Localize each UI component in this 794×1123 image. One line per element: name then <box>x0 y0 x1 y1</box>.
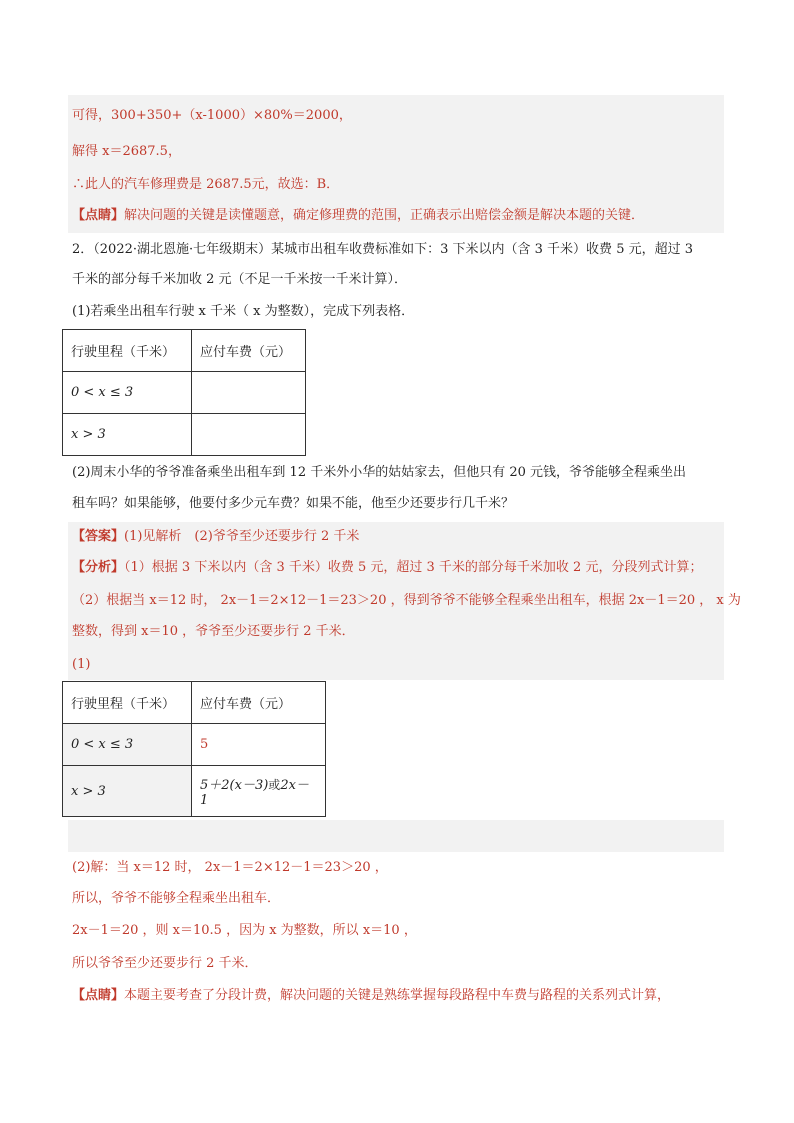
note-2 <box>72 986 670 1006</box>
prev-solution-line-3: ∴此人的汽车修理费是 2687.5元，故选：B． <box>72 177 340 192</box>
table-header-distance: 行驶里程（千米） <box>63 682 192 724</box>
note-2-tag: 【点睛】 <box>72 988 125 1003</box>
answer-tag: 【答案】 <box>72 529 125 544</box>
analysis-text-1: （1）根据 3 下米以内（含 3 千米）收费 5 元，超过 3 千米的部分每千米加收 2 元，分段列式计算； <box>124 560 703 575</box>
answer-line <box>72 527 359 547</box>
solution-2-line-3: 2x－1＝20 ，则 x＝10.5 ，因为 x 为整数，所以 x＝10 ， <box>72 923 417 938</box>
analysis-tag: 【分析】 <box>72 560 125 575</box>
analysis-line-1 <box>72 558 702 578</box>
note-1 <box>72 206 644 226</box>
table-row <box>63 372 306 414</box>
prev-solution-line-1: 可得，300+350+（x-1000）×80%＝2000， <box>72 108 352 123</box>
solution-table <box>62 681 326 817</box>
table-cell-range-2: x > 3 <box>63 766 192 817</box>
table-cell-fare-2 <box>192 766 326 817</box>
table-cell-blank-2 <box>192 414 306 456</box>
solution-2-line-2: 所以，爷爷不能够全程乘坐出租车． <box>72 891 281 906</box>
table-header-fare: 应付车费（元） <box>192 682 326 724</box>
table-row <box>63 414 306 456</box>
problem-2-part-2-line-2: 租车吗？如果能够，他要付多少元车费？如果不能，他至少还要步行几千米？ <box>72 496 515 511</box>
note-1-text: 解决问题的关键是读懂题意，确定修理费的范围，正确表示出赔偿金额是解决本题的关键． <box>124 208 645 223</box>
table-header-fare: 应付车费（元） <box>192 330 306 372</box>
problem-2-part-1: (1)若乘坐出租车行驶 x 千米（ x 为整数），完成下列表格． <box>72 304 415 319</box>
note-2-text: 本题主要考查了分段计费，解决问题的关键是熟练掌握每段路程中车费与路程的关系列式计算， <box>124 988 671 1003</box>
table-cell-fare-1: 5 <box>192 724 326 766</box>
fare-expression-b: 2x－1 <box>200 778 309 808</box>
solution-2-line-1: (2)解：当 x＝12 时， 2x－1＝2×12－1＝23＞20 ， <box>72 860 388 875</box>
fare-expression-a: 5＋2(x－3) <box>200 778 269 793</box>
analysis-line-2: （2）根据当 x＝12 时， 2x－1＝2×12－1＝23＞20 ，得到爷爷不能够全程乘坐出租车，根据 2x－1＝20 ， x 为 <box>72 593 741 608</box>
table-row <box>63 682 326 724</box>
problem-table <box>62 329 306 456</box>
prev-solution-line-2: 解得 x＝2687.5， <box>72 144 181 159</box>
note-1-tag: 【点睛】 <box>72 208 125 223</box>
solution-footer-block <box>68 820 724 852</box>
problem-2-line-1: 2．（2022·湖北恩施·七年级期末）某城市出租车收费标准如下：3 下米以内（含 3 千米）收费 5 元，超过 3 <box>72 242 693 257</box>
table-row <box>63 330 306 372</box>
analysis-line-3: 整数，得到 x＝10 ，爷爷至少还要步行 2 千米． <box>72 624 355 639</box>
fare-or: 或 <box>268 778 281 792</box>
table-cell-range-1: 0 < x ≤ 3 <box>63 724 192 766</box>
problem-2-line-2: 千米的部分每千米加收 2 元（不足一千米按一千米计算）． <box>72 272 408 287</box>
table-cell-blank-1 <box>192 372 306 414</box>
table-header-distance: 行驶里程（千米） <box>63 330 192 372</box>
problem-2-part-2-line-1: (2)周末小华的爷爷准备乘坐出租车到 12 千米外小华的姑姑家去，但他只有 20 元钱，爷爷能够全程乘坐出 <box>72 465 687 480</box>
table-cell-range-2: x > 3 <box>63 414 192 456</box>
table-cell-range-1: 0 < x ≤ 3 <box>63 372 192 414</box>
table-row <box>63 766 326 817</box>
table-row <box>63 724 326 766</box>
solution-2-line-4: 所以爷爷至少还要步行 2 千米． <box>72 956 258 971</box>
solution-part-1-label: (1) <box>72 657 91 672</box>
answer-text: (1)见解析 (2)爷爷至少还要步行 2 千米 <box>124 529 360 544</box>
